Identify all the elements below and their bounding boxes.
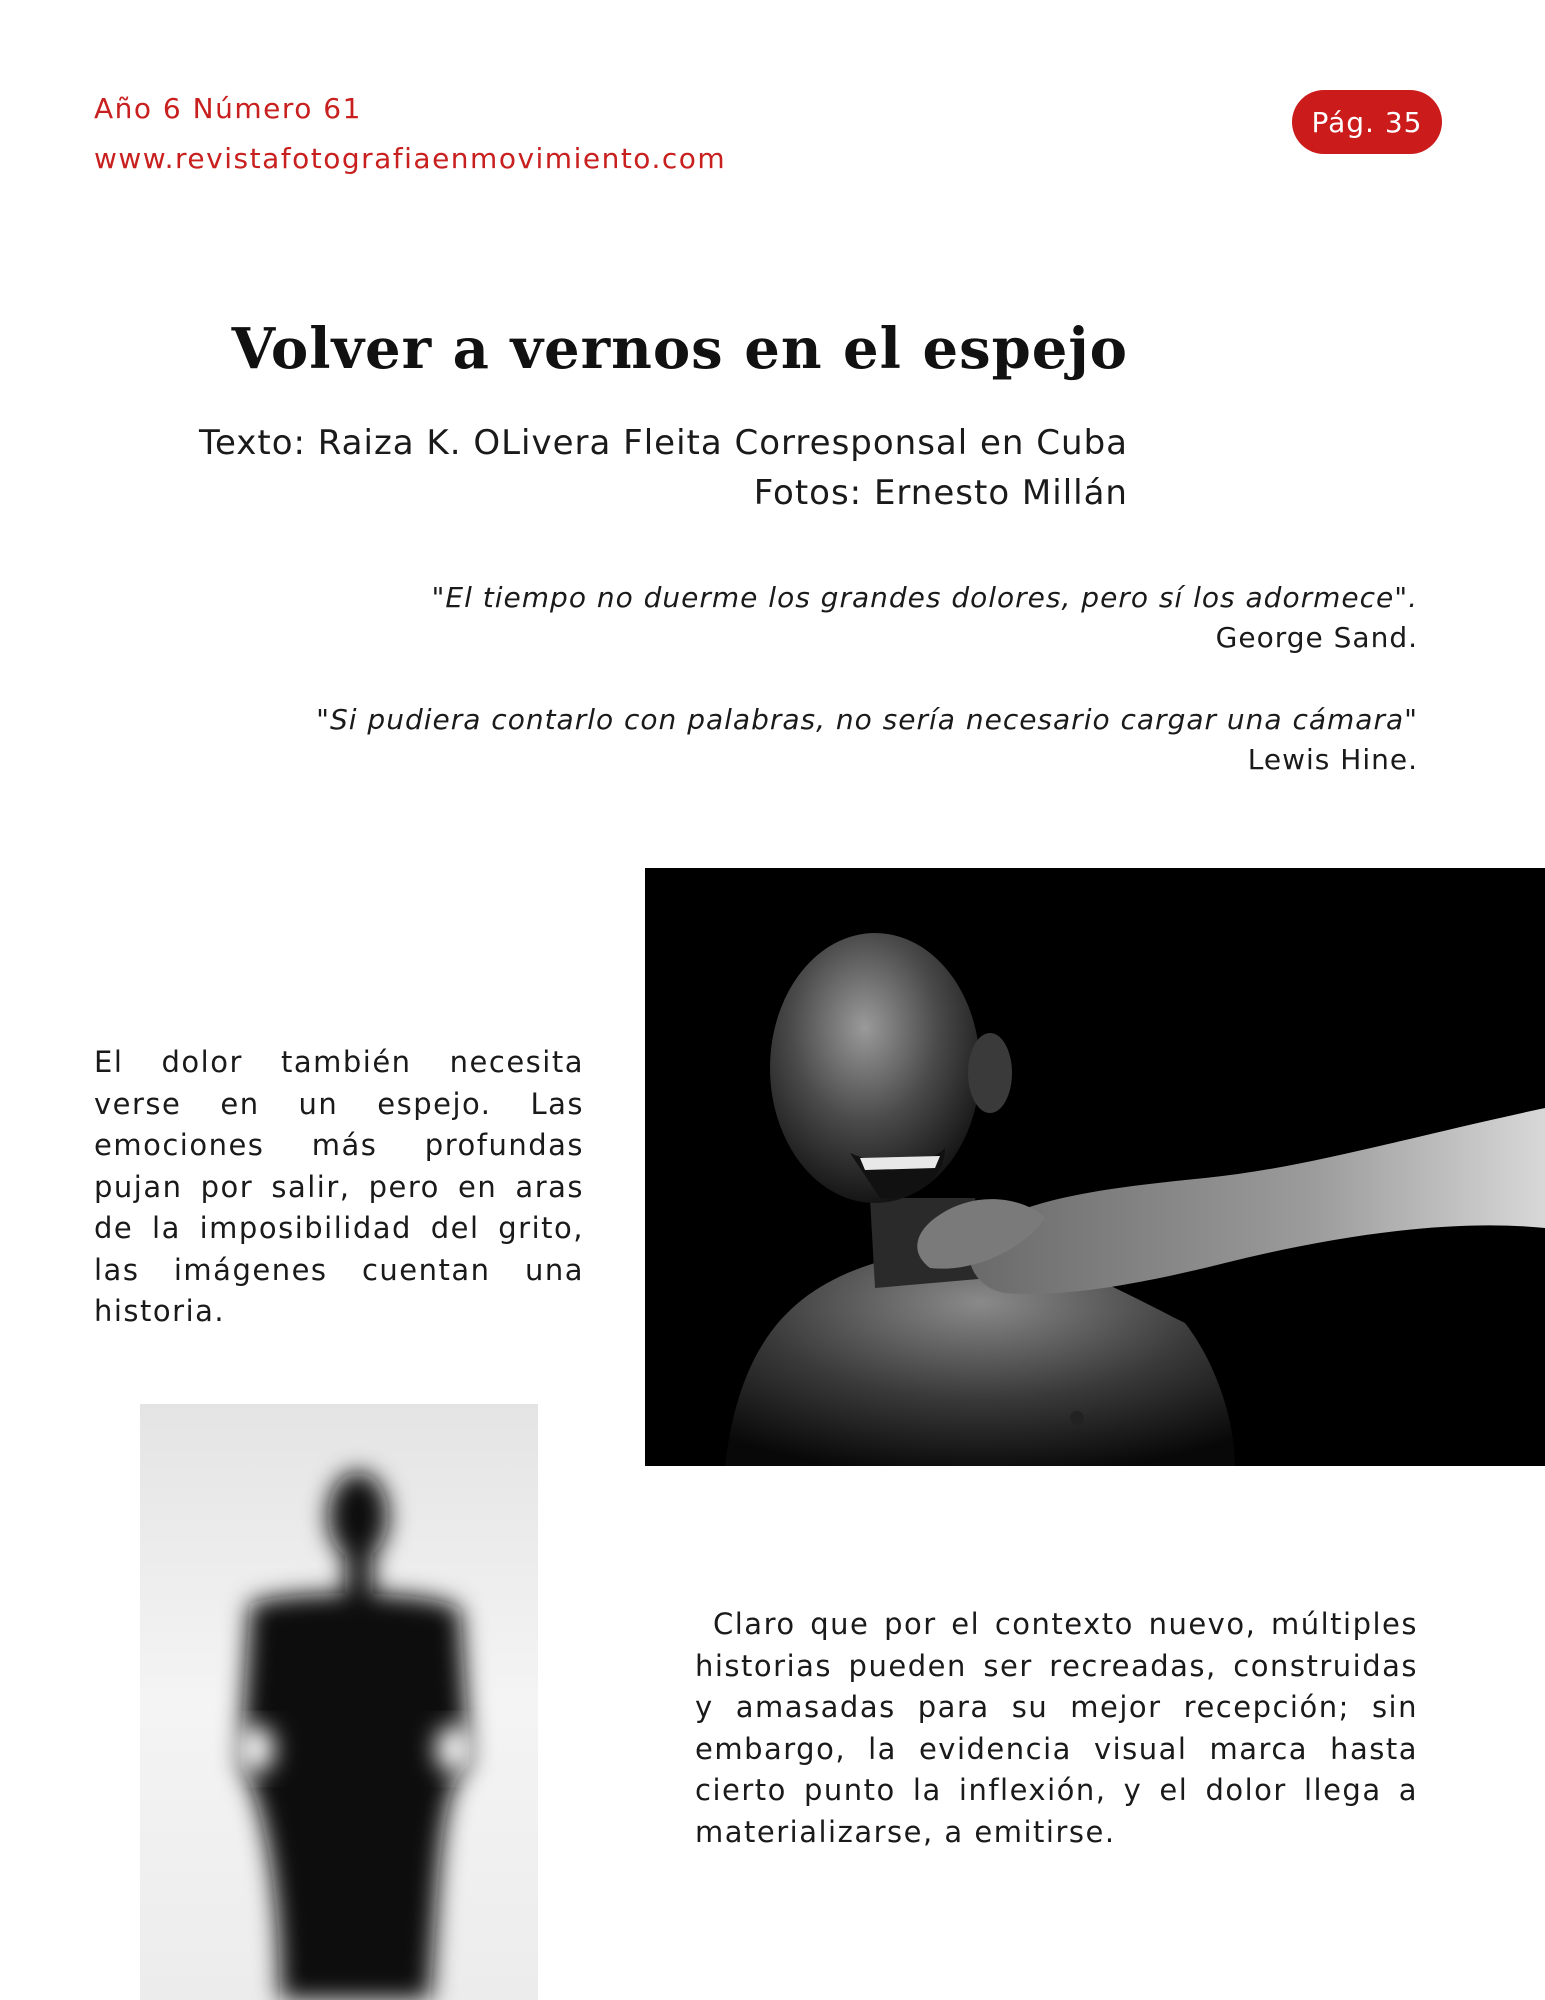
article-credits bbox=[150, 418, 1128, 518]
body-paragraph: El dolor también necesita verse en un espejo. Las emociones más profundas pujan por salir, pero en aras de la imposibilidad del grito, las imágenes cuentan una historia. bbox=[94, 1045, 584, 1328]
photo-credit: Fotos: Ernesto Millán bbox=[753, 473, 1128, 513]
issue-number: Año 6 Número 61 bbox=[94, 92, 362, 125]
page-number-badge: Pág. 35 bbox=[1292, 90, 1442, 154]
quote-author: George Sand. bbox=[1215, 621, 1418, 654]
website-link[interactable]: www.revistafotografiaenmovimiento.com bbox=[94, 142, 727, 175]
quote-text: "El tiempo no duerme los grandes dolores, pero sí los adormece". bbox=[431, 581, 1418, 614]
epigraph-quote bbox=[300, 700, 1418, 780]
article-title: Volver a vernos en el espejo bbox=[231, 316, 1128, 382]
photo-man-choked-by-hand bbox=[645, 868, 1545, 1466]
body-paragraph: Claro que por el contexto nuevo, múltiples historias pueden ser recreadas, construidas y amasadas para su mejor recepción; sin embargo, la evidencia visual marca hasta cierto punto la inflexión, y el dolor llega a materializarse, a emitirse. bbox=[695, 1607, 1418, 1849]
photo-blurred-silhouette bbox=[140, 1404, 538, 2000]
issue-info bbox=[94, 84, 726, 184]
epigraph-quote bbox=[300, 578, 1418, 658]
quote-text: "Si pudiera contarlo con palabras, no sería necesario cargar una cámara" bbox=[316, 703, 1418, 736]
quote-author: Lewis Hine. bbox=[1247, 743, 1418, 776]
text-credit: Texto: Raiza K. OLivera Fleita Corresponsal en Cuba bbox=[198, 423, 1128, 463]
